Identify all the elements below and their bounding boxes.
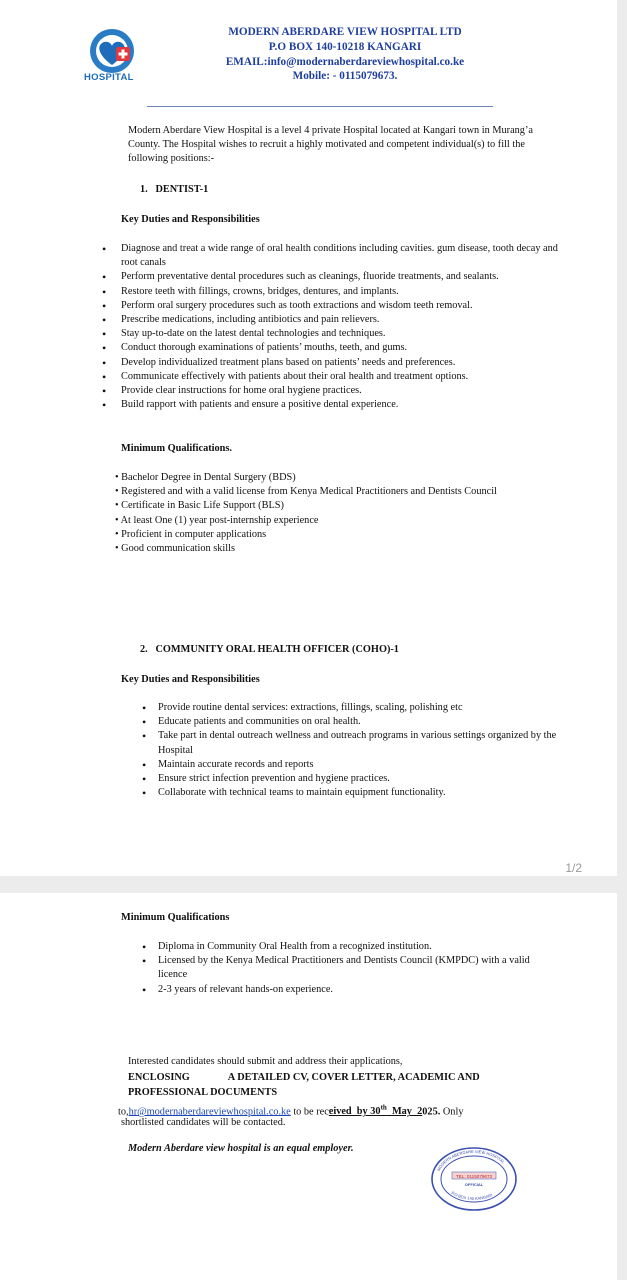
document-page-2 — [0, 893, 617, 1280]
only-text: Only — [440, 1106, 464, 1118]
bullet-icon: • — [102, 341, 107, 356]
bullet-icon: • — [142, 729, 147, 744]
list-item — [102, 398, 576, 413]
bullet-icon: • — [142, 954, 147, 969]
bullet-icon: • — [142, 715, 147, 730]
list-item-text: Take part in dental outreach wellness and outreach programs in various settings organized by the Hospital — [158, 730, 557, 756]
position-1-qual-heading: Minimum Qualifications. — [121, 443, 232, 454]
bullet-icon: • — [102, 242, 107, 256]
list-item — [142, 954, 548, 982]
bullet-icon: • — [102, 384, 107, 399]
list-item — [142, 982, 548, 997]
list-item — [142, 701, 558, 715]
list-item-text: Provide routine dental services: extractions, fillings, scaling, polishing etc — [158, 702, 463, 713]
list-item — [102, 355, 576, 370]
bullet-icon: • — [142, 982, 147, 997]
qualification-item: • Proficient in computer applications — [115, 528, 267, 540]
position-1-title: 1. DENTIST-1 — [140, 184, 209, 195]
bullet-icon: • — [102, 298, 107, 313]
list-item-text: Build rapport with patients and ensure a positive dental experience. — [121, 399, 399, 411]
list-item-text: Provide clear instructions for home oral hygiene practices. — [121, 385, 362, 397]
deadline-date — [329, 1106, 422, 1117]
list-item — [142, 772, 558, 787]
list-item — [102, 384, 576, 399]
list-item-text: Conduct thorough examinations of patients’ mouths, teeth, and gums. — [121, 342, 408, 354]
bullet-icon: • — [142, 701, 147, 715]
list-item — [102, 369, 576, 384]
hospital-email: EMAIL:info@modernaberdareviewhospital.co.ke — [225, 56, 465, 68]
list-item — [102, 313, 576, 328]
bullet-icon: • — [142, 940, 147, 954]
bullet-icon: • — [102, 398, 107, 413]
list-item-text: Develop individualized treatment plans based on patients’ needs and preferences. — [121, 356, 456, 368]
list-item-text: Communicate effectively with patients about their oral health and treatment options. — [121, 370, 469, 382]
bullet-icon: • — [102, 327, 107, 342]
deadline-year: 025. — [422, 1106, 441, 1118]
closing-line-2 — [128, 1071, 480, 1085]
position-2-title: 2. COMMUNITY ORAL HEALTH OFFICER (COHO)-1 — [140, 644, 399, 655]
to-prefix: to, — [118, 1106, 129, 1118]
list-item — [142, 940, 548, 954]
bullet-icon: • — [102, 284, 107, 299]
documents-text: A DETAILED CV, COVER LETTER, ACADEMIC AND — [227, 1072, 480, 1083]
closing-line-3: PROFESSIONAL DOCUMENTS — [128, 1087, 278, 1098]
svg-text:P.O BOX 140 KANGARI — [451, 1190, 493, 1201]
bullet-icon: • — [142, 786, 147, 801]
hospital-mobile: Mobile: - 0115079673. — [292, 70, 398, 82]
page-indicator: 1/2 — [565, 861, 582, 875]
list-item-text: Perform preventative dental procedures such as cleanings, fluoride treatments, and sealants. — [121, 271, 499, 283]
stamp-label: OFFICIAL — [464, 1182, 484, 1187]
enclosing-text: ENCLOSING — [128, 1072, 190, 1083]
bullet-icon: • — [102, 313, 107, 328]
list-item-text: Diploma in Community Oral Health from a recognized institution. — [158, 941, 432, 952]
hospital-name: MODERN ABERDARE VIEW HOSPITAL LTD — [228, 26, 462, 38]
deadline-ordinal: th — [380, 1104, 387, 1112]
bullet-icon: • — [102, 270, 107, 285]
bullet-icon: • — [142, 772, 147, 787]
list-item-text: 2-3 years of relevant hands-on experience. — [158, 983, 333, 995]
official-stamp — [430, 1146, 518, 1212]
hospital-po-box: P.O BOX 140-10218 KANGARI — [268, 41, 422, 53]
bullet-icon: • — [102, 369, 107, 384]
list-item-text: Stay up-to-date on the latest dental technologies and techniques. — [121, 328, 386, 340]
list-item-text: Diagnose and treat a wide range of oral health conditions including cavities. gum disease, tooth decay and root canals — [121, 243, 558, 269]
list-item-text: Collaborate with technical teams to maintain equipment functionality. — [158, 787, 446, 799]
position-2-duties-heading: Key Duties and Responsibilities — [121, 674, 260, 685]
list-item — [102, 327, 576, 342]
list-item-text: Maintain accurate records and reports — [158, 758, 314, 770]
logo-text: HOSPITAL — [84, 72, 134, 83]
equal-employer-statement: Modern Aberdare view hospital is an equal employer. — [128, 1143, 354, 1154]
received-text: to be rec — [290, 1106, 329, 1118]
list-item — [102, 341, 576, 356]
stamp-tel: TEL: 0115079673 — [455, 1173, 493, 1179]
list-item-text: Educate patients and communities on oral health. — [158, 716, 361, 728]
list-item — [102, 298, 576, 313]
qualification-item: • Registered and with a valid license from Kenya Medical Practitioners and Dentists Council — [115, 486, 497, 498]
deadline-month: May 2 — [386, 1106, 423, 1118]
position-2-duties-list — [142, 701, 558, 801]
qualification-item: • At least One (1) year post-internship experience — [115, 514, 319, 526]
qualification-item: • Good communication skills — [115, 543, 236, 555]
list-item-text: Licensed by the Kenya Medical Practitioners and Dentists Council (KMPDC) with a valid licence — [158, 955, 530, 981]
hr-email-link[interactable]: hr@modernaberdareviewhospital.co.ke — [128, 1106, 291, 1118]
qualification-item: • Certificate in Basic Life Support (BLS) — [115, 500, 284, 512]
header-divider — [147, 106, 493, 107]
position-2-qual-list — [142, 940, 548, 997]
list-item-text: Prescribe medications, including antibiotics and pain relievers. — [121, 314, 380, 326]
list-item — [142, 715, 558, 730]
deadline-day: eived by 30 — [328, 1106, 381, 1118]
list-item — [102, 242, 576, 270]
closing-line-5: shortlisted candidates will be contacted. — [121, 1117, 286, 1128]
qualification-item: • Bachelor Degree in Dental Surgery (BDS) — [115, 472, 296, 483]
position-2-qual-heading: Minimum Qualifications — [121, 912, 230, 923]
list-item — [142, 757, 558, 772]
stamp-ring-top: MODERN ABERDARE VIEW HOSPITAL — [435, 1148, 506, 1172]
position-1-qual-list — [115, 471, 545, 556]
list-item — [142, 729, 558, 757]
stamp-ring-bottom: P.O BOX 140 KANGARI — [450, 1190, 494, 1201]
list-item-text: Restore teeth with fillings, crowns, bridges, dentures, and implants. — [121, 285, 399, 297]
intro-paragraph: Modern Aberdare View Hospital is a level 4 private Hospital located at Kangari town in Murang’a County. The Hospital wishes to recruit a highly motivated and competent individual(s) to fill the following positions:- — [128, 125, 533, 165]
closing-line-1: Interested candidates should submit and address their applications, — [128, 1056, 403, 1067]
list-item — [142, 786, 558, 801]
bullet-icon: • — [142, 757, 147, 772]
list-item — [102, 284, 576, 299]
list-item-text: Ensure strict infection prevention and hygiene practices. — [158, 773, 390, 785]
list-item — [102, 270, 576, 285]
position-1-duties-heading: Key Duties and Responsibilities — [121, 214, 260, 225]
bullet-icon: • — [102, 355, 107, 370]
list-item-text: Perform oral surgery procedures such as tooth extractions and wisdom teeth removal. — [121, 299, 473, 311]
position-1-duties-list — [102, 242, 576, 413]
